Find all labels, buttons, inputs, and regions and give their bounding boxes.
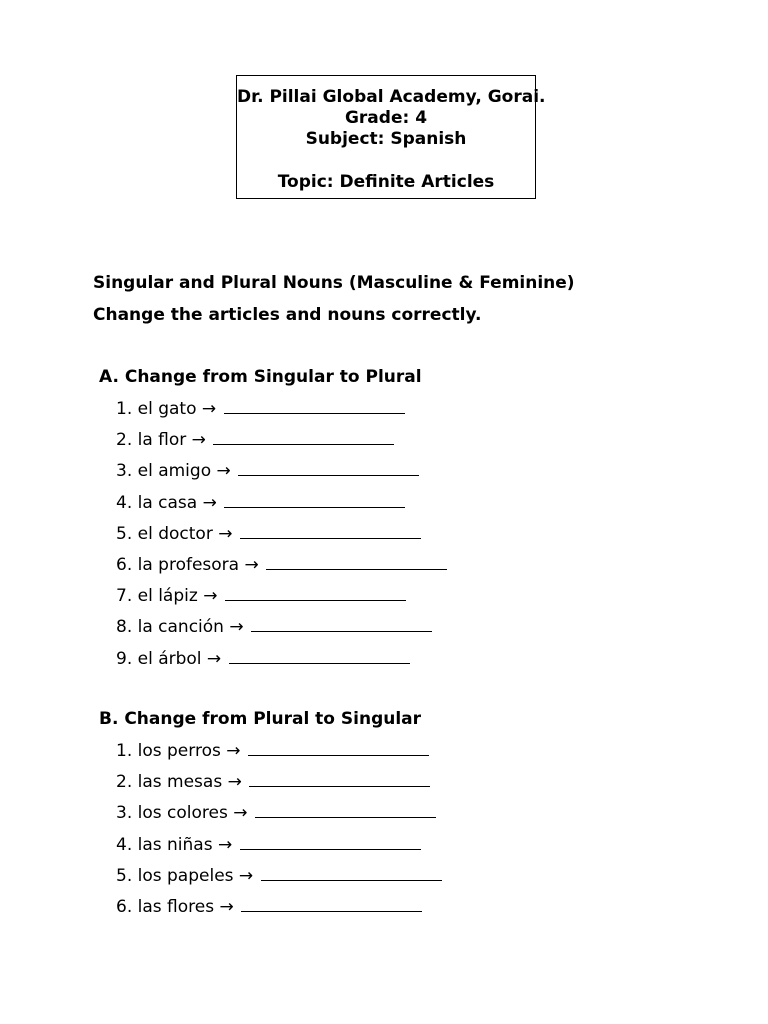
subject-line: Subject: Spanish bbox=[305, 129, 467, 149]
exercise-item bbox=[116, 460, 447, 491]
topic-line: Topic: Definite Articles bbox=[277, 172, 495, 192]
exercise-item bbox=[116, 585, 447, 616]
exercise-prompt: 1. los perros → bbox=[116, 741, 241, 761]
exercise-item bbox=[116, 554, 447, 585]
exercise-prompt: 1. el gato → bbox=[116, 399, 217, 419]
exercise-prompt: 6. la profesora → bbox=[116, 554, 259, 575]
exercise-item bbox=[116, 834, 442, 865]
exercise-item bbox=[116, 771, 442, 802]
exercise-prompt: 2. la flor → bbox=[116, 430, 206, 451]
worksheet-instruction: Change the articles and nouns correctly. bbox=[93, 305, 482, 325]
header-box bbox=[236, 75, 546, 199]
answer-blank[interactable] bbox=[238, 460, 419, 476]
exercise-prompt: 4. las niñas → bbox=[116, 834, 233, 855]
section-a-title: A. Change from Singular to Plural bbox=[99, 367, 422, 387]
answer-blank[interactable] bbox=[241, 896, 422, 912]
answer-blank[interactable] bbox=[224, 492, 405, 508]
answer-blank[interactable] bbox=[248, 740, 429, 756]
grade-line: Grade: 4 bbox=[344, 108, 428, 128]
exercise-prompt: 8. la canción → bbox=[116, 617, 244, 638]
answer-blank[interactable] bbox=[225, 585, 406, 601]
answer-blank[interactable] bbox=[261, 865, 442, 881]
answer-blank[interactable] bbox=[266, 554, 447, 570]
exercise-prompt: 4. la casa → bbox=[116, 492, 217, 513]
answer-blank[interactable] bbox=[224, 398, 405, 414]
exercise-prompt: 5. el doctor → bbox=[116, 523, 233, 544]
exercise-prompt: 5. los papeles → bbox=[116, 865, 254, 886]
answer-blank[interactable] bbox=[229, 648, 410, 664]
section-a-list bbox=[116, 398, 447, 679]
answer-blank[interactable] bbox=[240, 523, 421, 539]
exercise-item bbox=[116, 492, 447, 523]
answer-blank[interactable] bbox=[249, 771, 430, 787]
answer-blank[interactable] bbox=[240, 834, 421, 850]
worksheet-title: Singular and Plural Nouns (Masculine & Feminine) bbox=[93, 273, 575, 293]
exercise-item bbox=[116, 648, 447, 679]
exercise-prompt: 3. el amigo → bbox=[116, 461, 231, 482]
exercise-item bbox=[116, 896, 442, 927]
exercise-prompt: 2. las mesas → bbox=[116, 772, 242, 793]
exercise-item bbox=[116, 523, 447, 554]
exercise-item bbox=[116, 398, 447, 429]
section-b-title: B. Change from Plural to Singular bbox=[99, 709, 422, 729]
answer-blank[interactable] bbox=[251, 616, 432, 632]
answer-blank[interactable] bbox=[213, 429, 394, 445]
section-b-list bbox=[116, 740, 442, 927]
exercise-item bbox=[116, 865, 442, 896]
exercise-item bbox=[116, 802, 442, 833]
exercise-prompt: 6. las flores → bbox=[116, 896, 234, 917]
exercise-prompt: 3. los colores → bbox=[116, 803, 248, 824]
school-name: Dr. Pillai Global Academy, Gorai. bbox=[237, 87, 546, 107]
exercise-prompt: 9. el árbol → bbox=[116, 648, 222, 669]
exercise-prompt: 7. el lápiz → bbox=[116, 586, 218, 607]
exercise-item bbox=[116, 740, 442, 771]
exercise-item bbox=[116, 616, 447, 647]
answer-blank[interactable] bbox=[255, 802, 436, 818]
exercise-item bbox=[116, 429, 447, 460]
